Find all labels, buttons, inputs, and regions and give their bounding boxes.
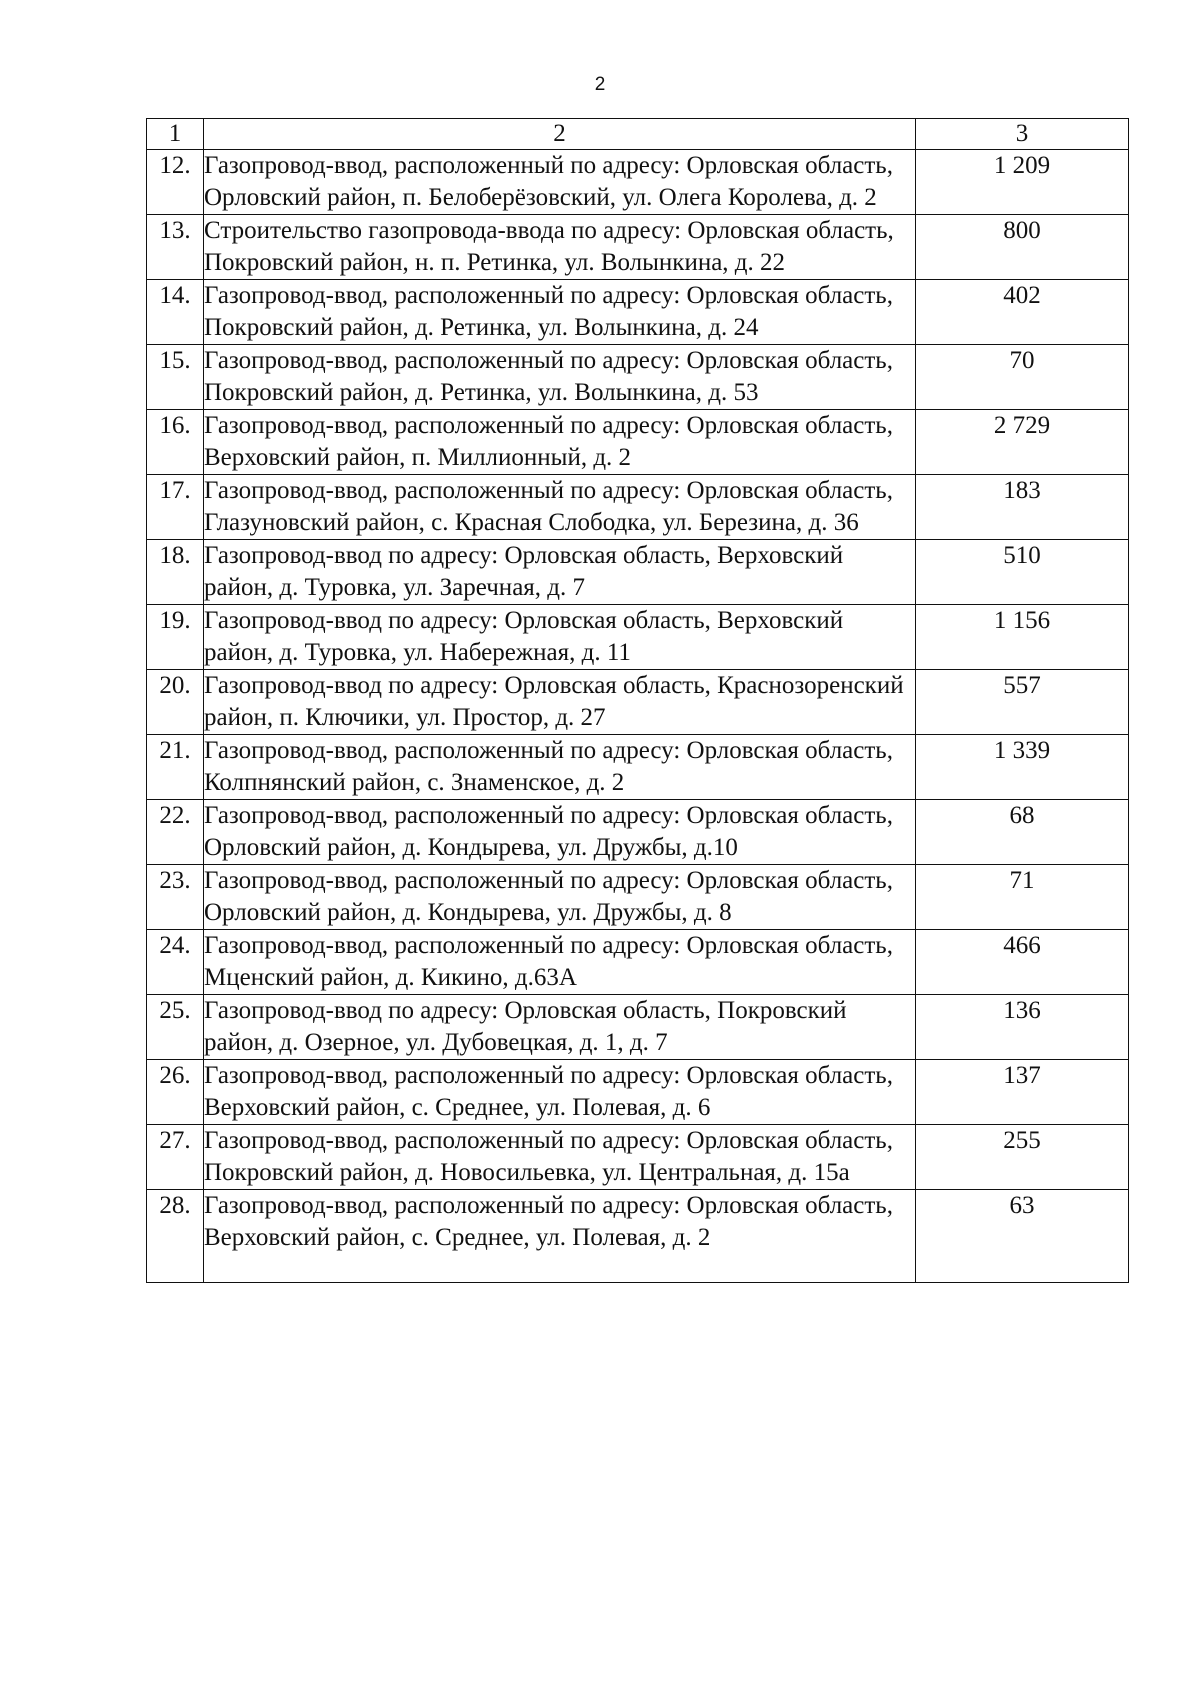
- row-value: 800: [916, 215, 1129, 280]
- row-description: Газопровод-ввод по адресу: Орловская область, Покровский район, д. Озерное, ул. Дубовецкая, д. 1, д. 7: [204, 995, 916, 1060]
- table-row: [147, 1125, 1129, 1190]
- column-header-value: 3: [916, 119, 1129, 150]
- row-number: 21.: [147, 735, 204, 800]
- table-row: [147, 800, 1129, 865]
- row-number: 18.: [147, 540, 204, 605]
- row-number: 19.: [147, 605, 204, 670]
- row-value: 1 156: [916, 605, 1129, 670]
- row-value: 68: [916, 800, 1129, 865]
- row-description: Газопровод-ввод, расположенный по адресу: Орловская область, Покровский район, д. Ретинка, ул. Волынкина, д. 53: [204, 345, 916, 410]
- table-row: [147, 475, 1129, 540]
- row-description: Газопровод-ввод, расположенный по адресу: Орловская область, Верховский район, с. Среднее, ул. Полевая, д. 2: [204, 1190, 916, 1283]
- table-row: [147, 735, 1129, 800]
- row-value: 71: [916, 865, 1129, 930]
- row-value: 136: [916, 995, 1129, 1060]
- row-value: 255: [916, 1125, 1129, 1190]
- row-number: 22.: [147, 800, 204, 865]
- row-description: Газопровод-ввод по адресу: Орловская область, Верховский район, д. Туровка, ул. Набережная, д. 11: [204, 605, 916, 670]
- row-description: Газопровод-ввод, расположенный по адресу: Орловская область, Орловский район, д. Кондырева, ул. Дружбы, д. 8: [204, 865, 916, 930]
- row-value: 70: [916, 345, 1129, 410]
- row-description: Газопровод-ввод, расположенный по адресу: Орловская область, Верховский район, п. Миллионный, д. 2: [204, 410, 916, 475]
- table-row: [147, 1060, 1129, 1125]
- table-row: [147, 1190, 1129, 1283]
- table-row: [147, 345, 1129, 410]
- row-description: Газопровод-ввод, расположенный по адресу: Орловская область, Колпнянский район, с. Знаменское, д. 2: [204, 735, 916, 800]
- table-row: [147, 605, 1129, 670]
- table-row: [147, 280, 1129, 345]
- column-header-number: 1: [147, 119, 204, 150]
- row-description: Газопровод-ввод, расположенный по адресу: Орловская область, Орловский район, п. Белоберёзовский, ул. Олега Королева, д. 2: [204, 150, 916, 215]
- table-row: [147, 865, 1129, 930]
- row-number: 14.: [147, 280, 204, 345]
- table-row: [147, 410, 1129, 475]
- row-value: 2 729: [916, 410, 1129, 475]
- row-number: 16.: [147, 410, 204, 475]
- table-row: [147, 670, 1129, 735]
- page-number: 2: [594, 74, 606, 95]
- row-number: 27.: [147, 1125, 204, 1190]
- row-description: Газопровод-ввод, расположенный по адресу: Орловская область, Глазуновский район, с. Красная Слободка, ул. Березина, д. 36: [204, 475, 916, 540]
- row-number: 25.: [147, 995, 204, 1060]
- row-value: 1 339: [916, 735, 1129, 800]
- row-value: 1 209: [916, 150, 1129, 215]
- row-description: Газопровод-ввод, расположенный по адресу: Орловская область, Орловский район, д. Кондырева, ул. Дружбы, д.10: [204, 800, 916, 865]
- row-number: 28.: [147, 1190, 204, 1283]
- table-header-row: [147, 119, 1129, 150]
- table-row: [147, 150, 1129, 215]
- row-value: 510: [916, 540, 1129, 605]
- row-number: 20.: [147, 670, 204, 735]
- row-number: 24.: [147, 930, 204, 995]
- row-number: 17.: [147, 475, 204, 540]
- table-row: [147, 995, 1129, 1060]
- row-description: Газопровод-ввод по адресу: Орловская область, Верховский район, д. Туровка, ул. Заречная, д. 7: [204, 540, 916, 605]
- row-number: 13.: [147, 215, 204, 280]
- row-value: 466: [916, 930, 1129, 995]
- row-description: Газопровод-ввод, расположенный по адресу: Орловская область, Покровский район, д. Новосильевка, ул. Центральная, д. 15а: [204, 1125, 916, 1190]
- row-number: 26.: [147, 1060, 204, 1125]
- row-description: Газопровод-ввод, расположенный по адресу: Орловская область, Покровский район, д. Ретинка, ул. Волынкина, д. 24: [204, 280, 916, 345]
- row-description: Газопровод-ввод, расположенный по адресу: Орловская область, Верховский район, с. Среднее, ул. Полевая, д. 6: [204, 1060, 916, 1125]
- table-row: [147, 930, 1129, 995]
- table-row: [147, 540, 1129, 605]
- column-header-description: 2: [204, 119, 916, 150]
- row-description: Газопровод-ввод по адресу: Орловская область, Краснозоренский район, п. Ключики, ул. Простор, д. 27: [204, 670, 916, 735]
- row-description: Газопровод-ввод, расположенный по адресу: Орловская область, Мценский район, д. Кикино, д.63А: [204, 930, 916, 995]
- row-value: 402: [916, 280, 1129, 345]
- row-number: 23.: [147, 865, 204, 930]
- row-value: 183: [916, 475, 1129, 540]
- row-value: 137: [916, 1060, 1129, 1125]
- table-row: [147, 215, 1129, 280]
- row-number: 12.: [147, 150, 204, 215]
- row-number: 15.: [147, 345, 204, 410]
- row-value: 63: [916, 1190, 1129, 1283]
- gas-pipeline-table: [146, 118, 1129, 1283]
- row-value: 557: [916, 670, 1129, 735]
- row-description: Строительство газопровода-ввода по адресу: Орловская область, Покровский район, н. п. Ретинка, ул. Волынкина, д. 22: [204, 215, 916, 280]
